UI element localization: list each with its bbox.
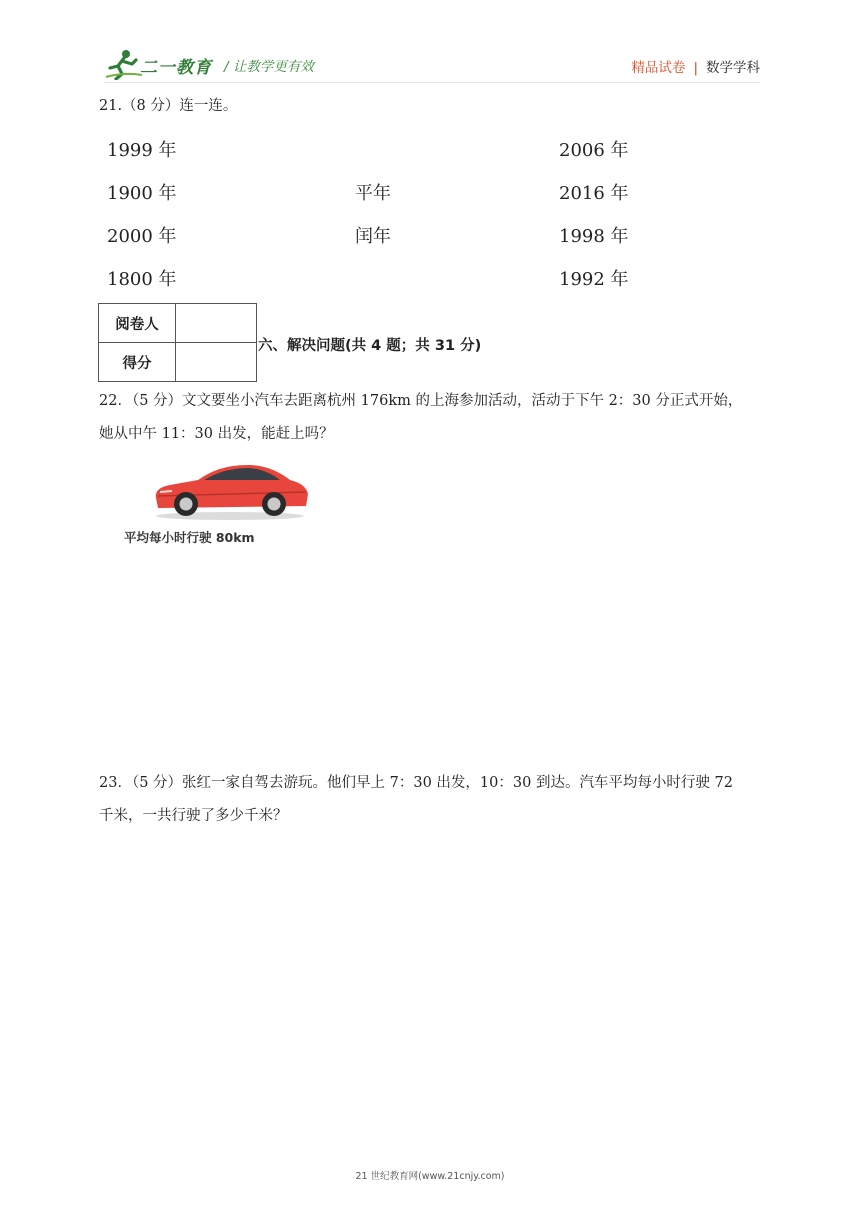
- footer: 21 世纪教育网(www.21cnjy.com): [355, 1171, 505, 1182]
- slogan: / 让教学更有效: [224, 59, 314, 75]
- car-caption: 平均每小时行驶 80km: [124, 530, 255, 545]
- right-year-1: 2006 年: [559, 140, 629, 161]
- score-label: 得分: [99, 343, 176, 382]
- header-separator: |: [693, 60, 698, 76]
- left-year-2: 1900 年: [107, 183, 177, 204]
- q22-line1: 22．（5 分）文文要坐小汽车去距离杭州 176km 的上海参加活动，活动于下午 2：30 分正式开始，: [99, 393, 743, 409]
- car-icon: [150, 458, 310, 522]
- middle-label-leap-year: 闰年: [355, 226, 391, 247]
- premium-paper-label: 精品试卷: [631, 60, 686, 76]
- left-year-1: 1999 年: [107, 140, 177, 161]
- score-table: [98, 303, 257, 382]
- q23-line1: 23．（5 分）张红一家自驾去游玩。他们早上 7：30 出发，10：30 到达。汽车平均每小时行驶 72: [99, 775, 733, 791]
- subject-label: 数学学科: [706, 60, 760, 76]
- right-year-2: 2016 年: [559, 183, 629, 204]
- q21-prompt: 21.（8 分）连一连。: [99, 98, 238, 114]
- middle-label-common-year: 平年: [355, 183, 391, 204]
- runner-logo-icon: [104, 48, 144, 80]
- score-cell[interactable]: [176, 343, 257, 382]
- header-divider: [104, 82, 760, 83]
- right-year-4: 1992 年: [559, 269, 629, 290]
- reviewer-label: 阅卷人: [99, 304, 176, 343]
- q22-line2: 她从中午 11：30 出发，能赶上吗？: [99, 426, 334, 442]
- header-subject: [631, 56, 760, 76]
- logo-text: 二一教育: [140, 58, 212, 78]
- reviewer-cell[interactable]: [176, 304, 257, 343]
- car-image: [150, 458, 310, 526]
- q23-line2: 千米，一共行驶了多少千米？: [99, 808, 288, 824]
- right-year-3: 1998 年: [559, 226, 629, 247]
- left-year-4: 1800 年: [107, 269, 177, 290]
- section-title: 六、解决问题(共 4 题；共 31 分): [258, 338, 482, 354]
- left-year-3: 2000 年: [107, 226, 177, 247]
